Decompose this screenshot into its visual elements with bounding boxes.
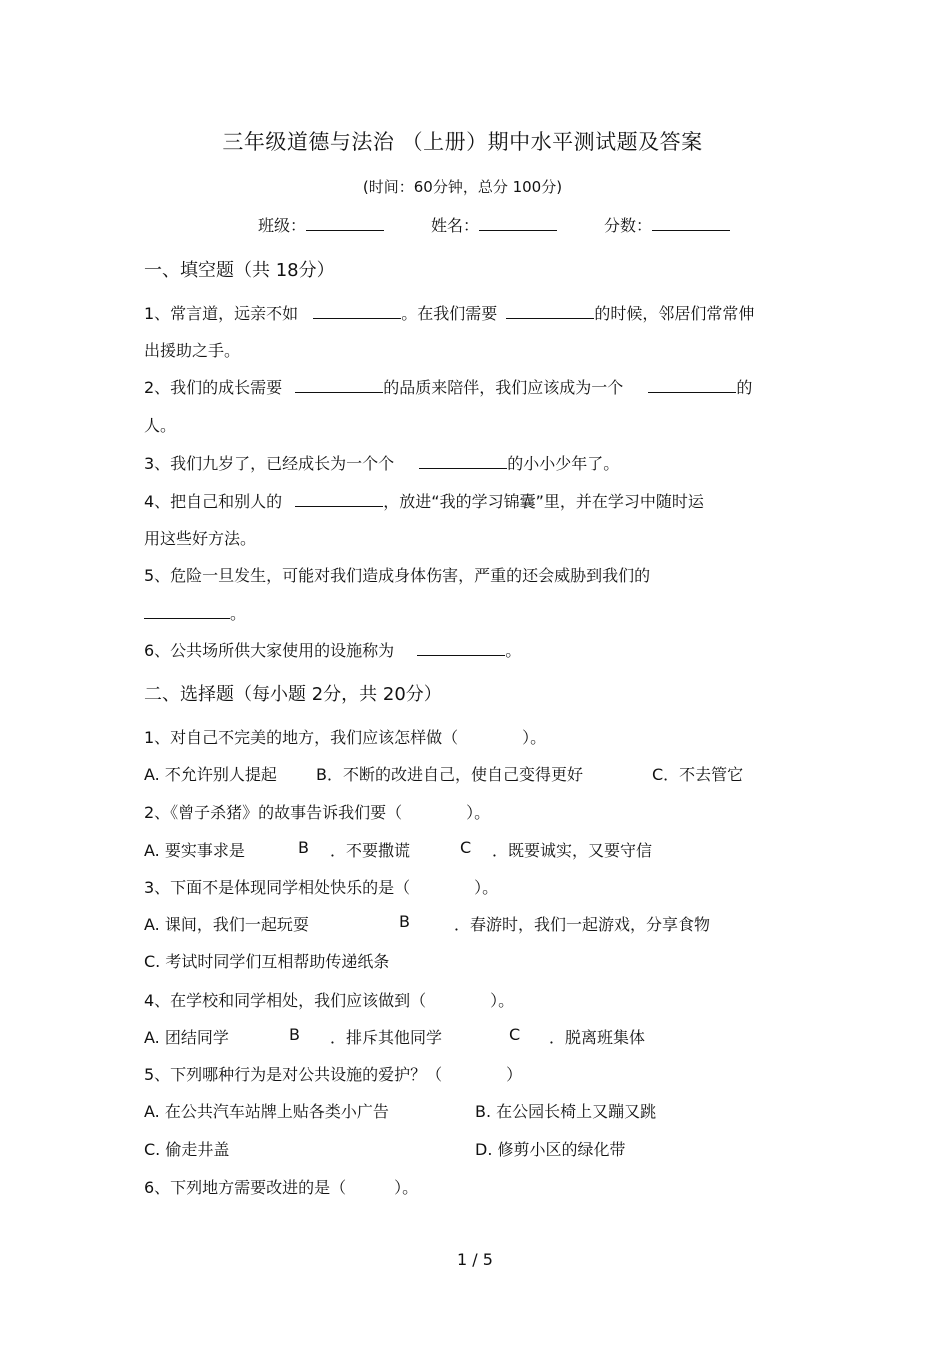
section-choice-heading: 二、选择题（每小题 2分，共 20分）	[144, 684, 442, 705]
question-text: 的小小少年了。	[507, 454, 620, 473]
question-text: 6、公共场所供大家使用的设施称为	[144, 641, 395, 660]
option-a[interactable]: A. 不允许别人提起	[144, 765, 277, 784]
fill-question-4	[144, 489, 704, 512]
option-c-letter[interactable]: C	[460, 838, 472, 857]
score-field	[604, 213, 730, 236]
option-a[interactable]: A. 在公共汽车站牌上贴各类小广告	[144, 1102, 389, 1121]
choice-question-4: 4、在学校和同学相处，我们应该做到（ ）。	[144, 991, 515, 1010]
question-text: 3、我们九岁了，已经成长为一个个	[144, 454, 395, 473]
option-a[interactable]: A. 课间，我们一起玩耍	[144, 915, 309, 934]
fill-question-2-cont: 人。	[144, 416, 177, 435]
question-text: 2、我们的成长需要	[144, 378, 283, 397]
option-b[interactable]: ．排斥其他同学	[330, 1028, 443, 1047]
answer-blank[interactable]	[417, 654, 505, 656]
option-c[interactable]: C. 偷走井盖	[144, 1140, 230, 1159]
question-text: 1、常言道，远亲不如	[144, 304, 299, 323]
option-b-letter[interactable]: B	[399, 912, 410, 931]
option-c[interactable]: C. 考试时同学们互相帮助传递纸条	[144, 952, 390, 971]
score-blank[interactable]	[652, 229, 730, 231]
question-text: 4、把自己和别人的	[144, 492, 283, 511]
score-label: 分数：	[604, 216, 653, 235]
class-blank[interactable]	[306, 229, 384, 231]
fill-question-2	[144, 375, 752, 398]
answer-blank[interactable]	[295, 391, 383, 393]
class-field	[258, 213, 384, 236]
page-number: 1 / 5	[457, 1250, 493, 1269]
option-c[interactable]: C．不去管它	[652, 765, 744, 784]
fill-question-5-cont	[144, 601, 246, 624]
question-text: 的时候，邻居们常常伸	[594, 304, 755, 323]
choice-question-1: 1、对自己不完美的地方，我们应该怎样做（ ）。	[144, 728, 547, 747]
option-b[interactable]: ．不要撒谎	[330, 841, 411, 860]
name-blank[interactable]	[479, 229, 557, 231]
option-d[interactable]: D. 修剪小区的绿化带	[475, 1140, 626, 1159]
question-text: ，放进“我的学习锦囊”里，并在学习中随时运	[383, 492, 704, 511]
answer-blank[interactable]	[295, 505, 383, 507]
fill-question-4-cont: 用这些好方法。	[144, 529, 257, 548]
answer-blank[interactable]	[648, 391, 736, 393]
fill-question-5: 5、危险一旦发生，可能对我们造成身体伤害，严重的还会威胁到我们的	[144, 566, 651, 585]
fill-question-1	[144, 301, 754, 324]
option-b[interactable]: B. 在公园长椅上又蹦又跳	[475, 1102, 657, 1121]
class-label: 班级：	[258, 216, 307, 235]
answer-blank[interactable]	[313, 317, 401, 319]
question-text: 的	[736, 378, 753, 397]
answer-blank[interactable]	[144, 617, 230, 619]
fill-question-3	[144, 451, 619, 474]
option-c-letter[interactable]: C	[509, 1025, 521, 1044]
fill-question-1-cont: 出援助之手。	[144, 341, 241, 360]
choice-question-6: 6、下列地方需要改进的是（ ）。	[144, 1178, 419, 1197]
option-b[interactable]: B．不断的改进自己，使自己变得更好	[316, 765, 583, 784]
question-text: 。在我们需要	[401, 304, 498, 323]
name-field	[431, 213, 557, 236]
exam-time-info: (时间：60分钟，总分 100分)	[362, 178, 563, 196]
question-text: 。	[230, 604, 247, 623]
option-b-letter[interactable]: B	[289, 1025, 300, 1044]
fill-question-6	[144, 638, 521, 661]
option-c[interactable]: ．既要诚实，又要守信	[492, 841, 653, 860]
section-fill-in-heading: 一、填空题（共 18分）	[144, 260, 335, 281]
answer-blank[interactable]	[419, 467, 507, 469]
name-label: 姓名：	[431, 216, 480, 235]
choice-question-2: 2、《曾子杀猪》的故事告诉我们要（ ）。	[144, 803, 491, 822]
choice-question-3: 3、下面不是体现同学相处快乐的是（ ）。	[144, 878, 499, 897]
option-b[interactable]: ．春游时，我们一起游戏，分享食物	[454, 915, 711, 934]
option-c[interactable]: ．脱离班集体	[549, 1028, 646, 1047]
option-a[interactable]: A. 团结同学	[144, 1028, 229, 1047]
choice-question-5: 5、下列哪种行为是对公共设施的爱护？（ ）	[144, 1065, 523, 1084]
option-a[interactable]: A. 要实事求是	[144, 841, 245, 860]
question-text: 的品质来陪伴，我们应该成为一个	[383, 378, 624, 397]
option-b-letter[interactable]: B	[298, 838, 309, 857]
answer-blank[interactable]	[506, 317, 594, 319]
question-text: 。	[505, 641, 522, 660]
document-title: 三年级道德与法治 （上册）期中水平测试题及答案	[222, 130, 703, 154]
